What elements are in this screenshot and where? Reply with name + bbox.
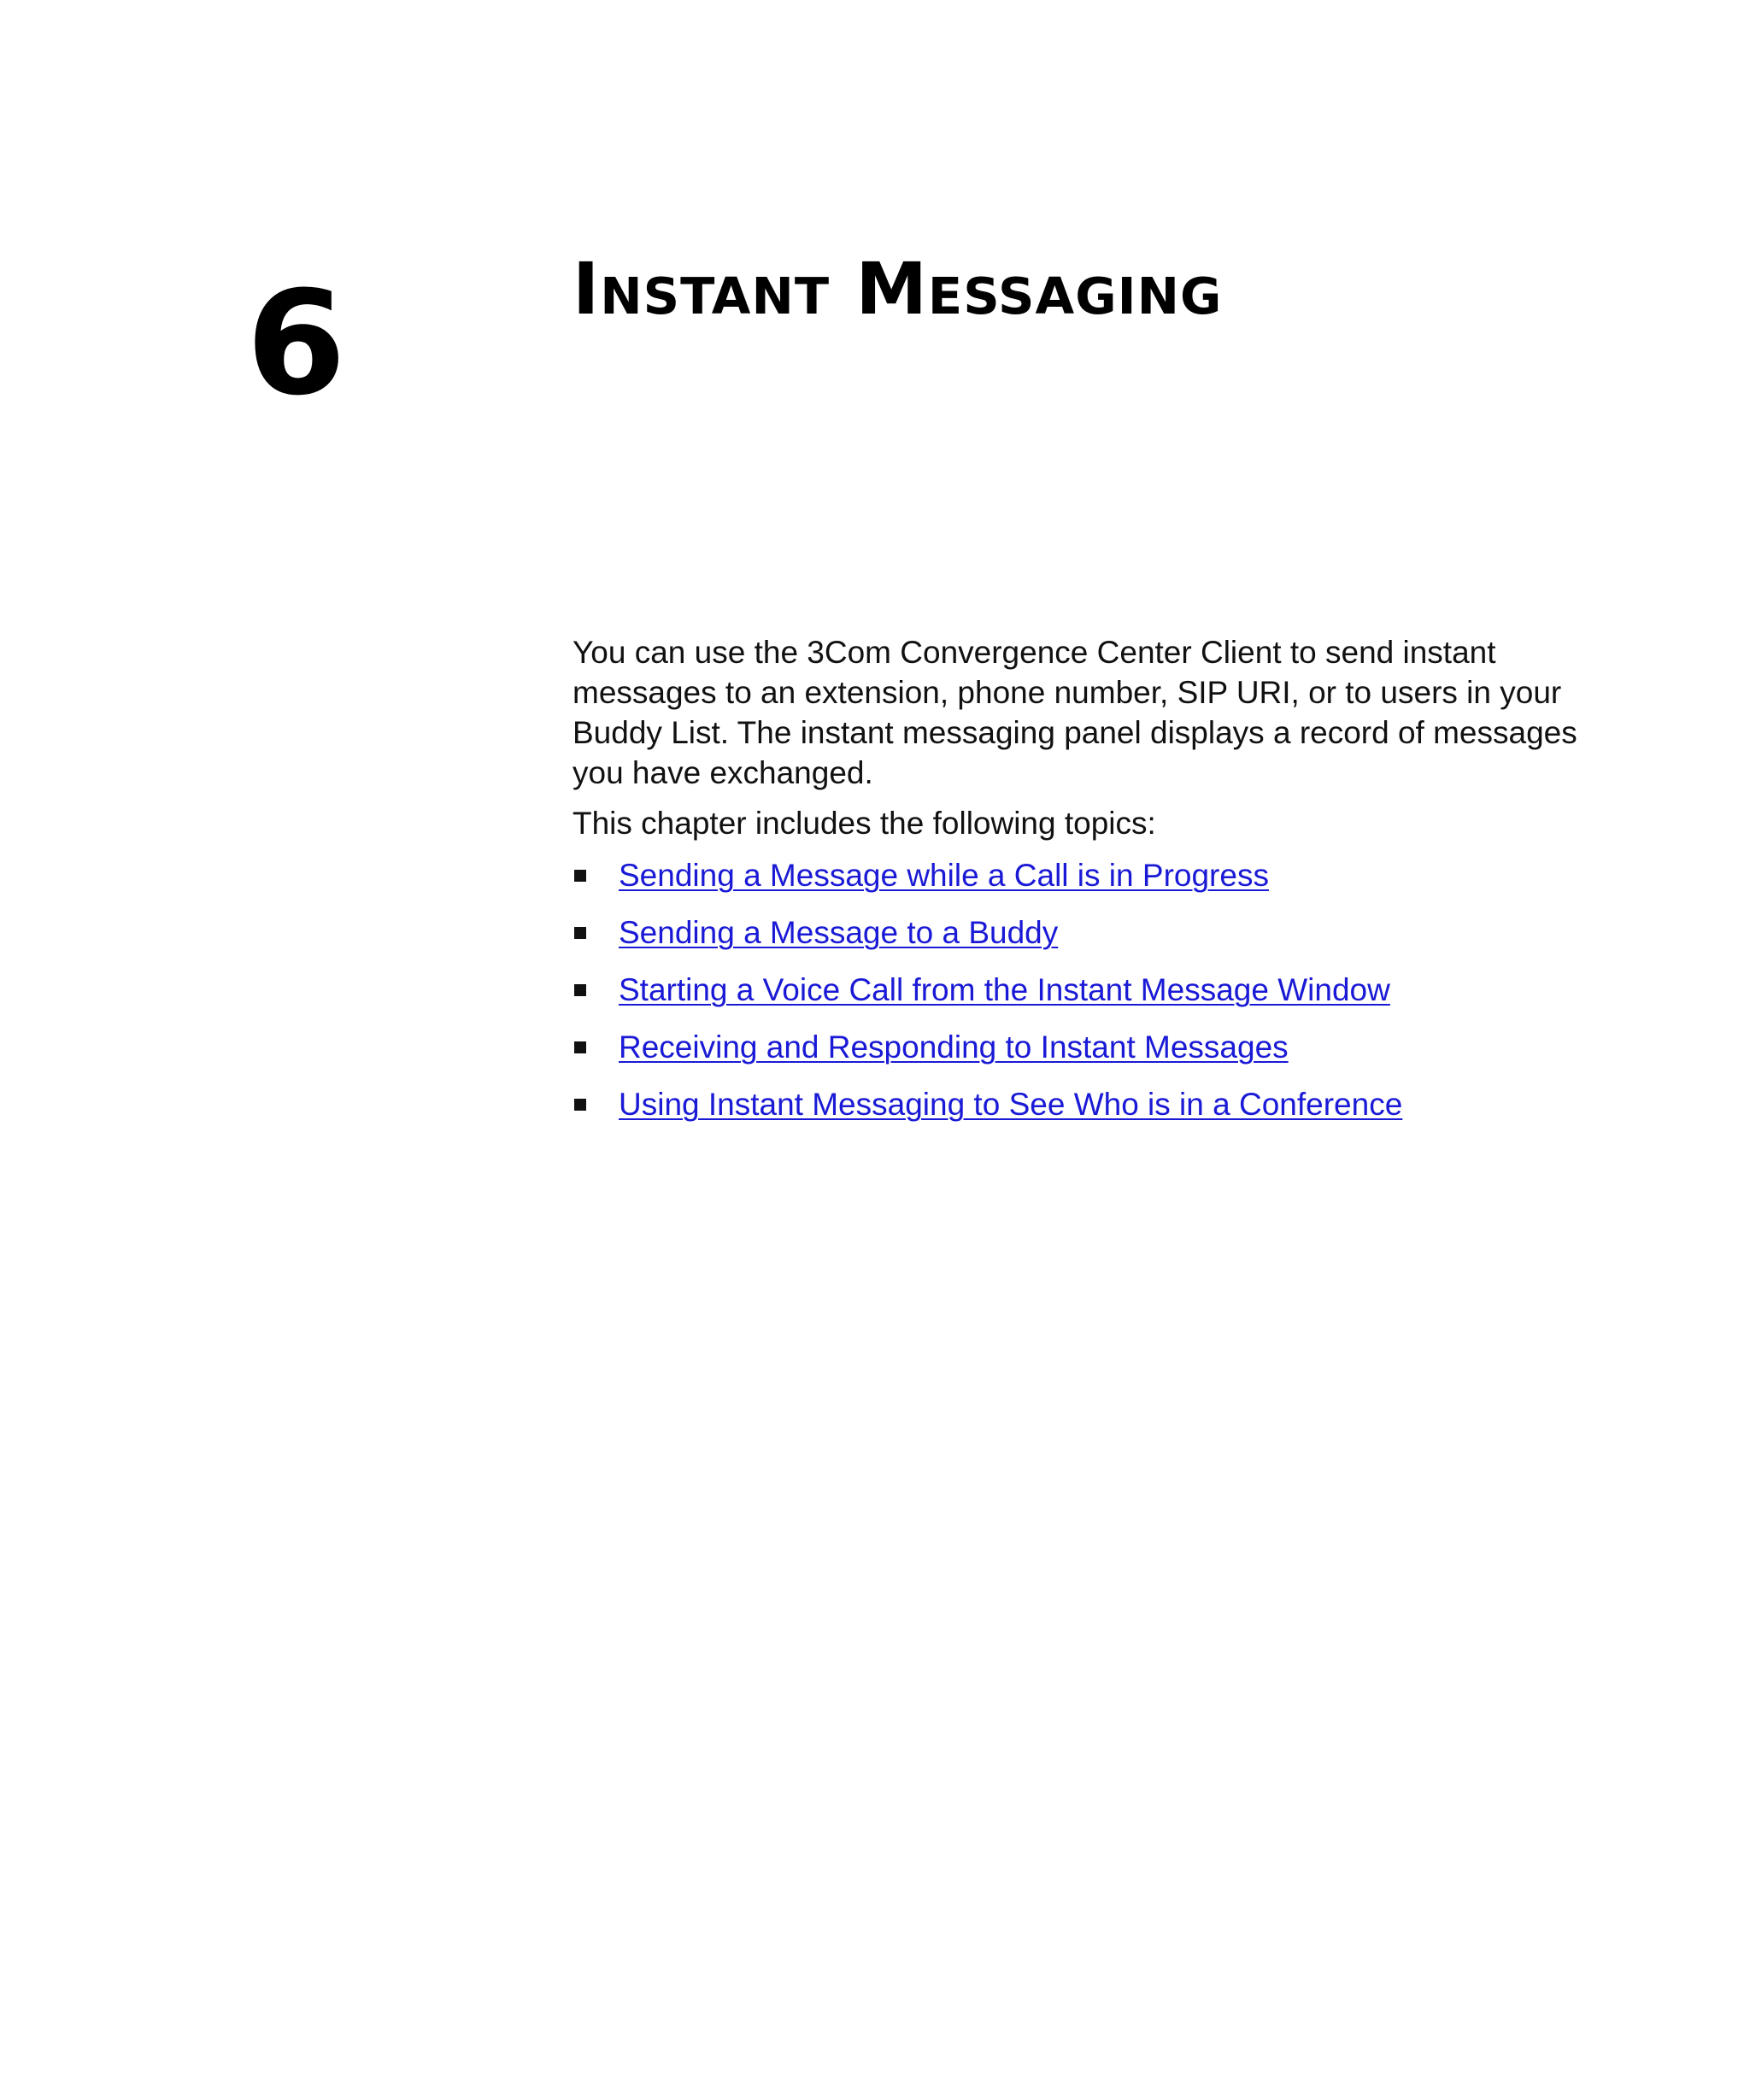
square-bullet-icon — [574, 1041, 586, 1053]
topic-link-sending-message-to-buddy[interactable]: Sending a Message to a Buddy — [619, 915, 1059, 950]
topics-list — [573, 855, 1615, 1124]
topic-item — [573, 970, 1615, 1010]
chapter-number: 6 — [246, 260, 346, 427]
topic-item — [573, 912, 1615, 953]
topic-link-conference-participants[interactable]: Using Instant Messaging to See Who is in a Conference — [619, 1087, 1403, 1122]
square-bullet-icon — [574, 927, 586, 939]
topic-link-sending-message-during-call[interactable]: Sending a Message while a Call is in Progress — [619, 858, 1269, 893]
topic-item — [573, 1027, 1615, 1067]
topic-link-starting-voice-call[interactable]: Starting a Voice Call from the Instant Message Window — [619, 972, 1390, 1007]
square-bullet-icon — [574, 1099, 586, 1111]
topic-link-receiving-responding[interactable]: Receiving and Responding to Instant Messages — [619, 1029, 1289, 1065]
chapter-content — [573, 632, 1615, 1141]
square-bullet-icon — [574, 870, 586, 882]
topic-item — [573, 1084, 1615, 1124]
chapter-title: Instant Messaging — [573, 247, 1223, 331]
topics-lead: This chapter includes the following topics: — [573, 806, 1156, 841]
square-bullet-icon — [574, 984, 586, 996]
intro-paragraph: You can use the 3Com Convergence Center Client to send instant messages to an extension, phone number, SIP URI, or to users in your Buddy List. The instant messaging panel displays a record of messages you have exchanged. — [573, 635, 1577, 790]
topic-item — [573, 855, 1615, 895]
